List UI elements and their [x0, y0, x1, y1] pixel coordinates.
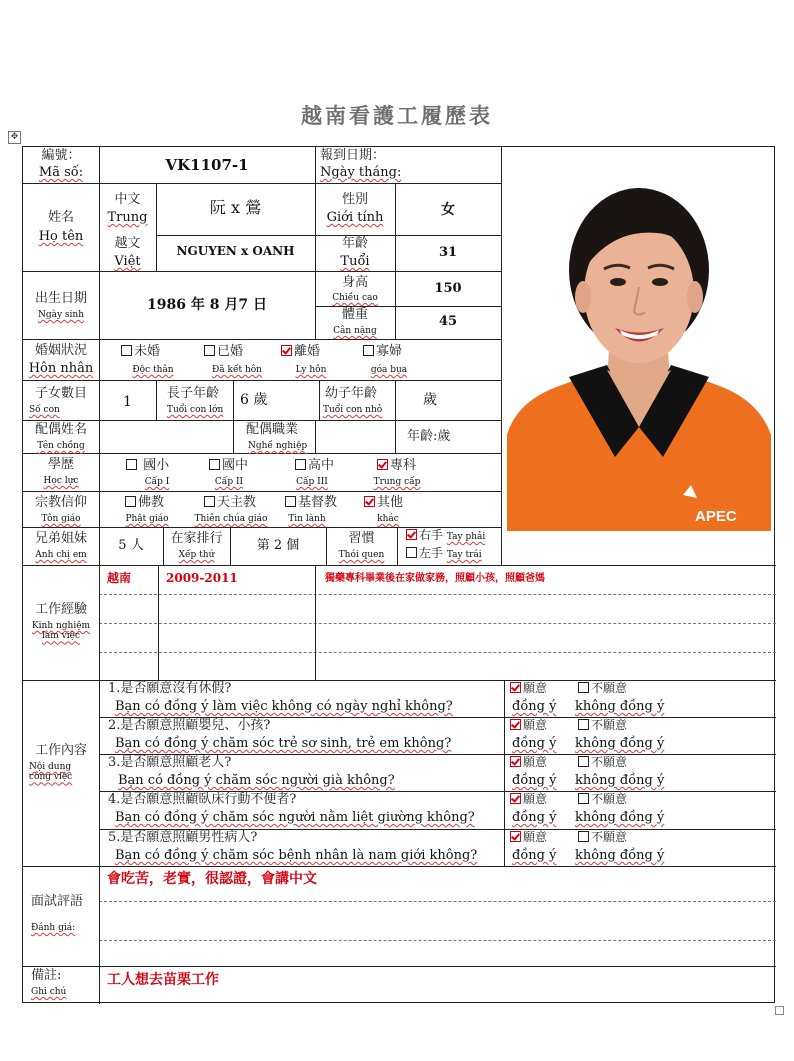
interview-comment: 會吃苦，老實，很認證，會講中文 [107, 871, 317, 887]
spouse-name-label: 配偶姓名 [34, 422, 87, 437]
question-3-no-vn: không đồng ý [575, 773, 665, 788]
name-zh-label: 中文 [114, 192, 141, 207]
weight-label-vn: Cân nặng [333, 326, 377, 336]
table-move-handle-icon[interactable]: ✥ [8, 131, 21, 144]
religion-option-buddhism[interactable]: 佛教 [125, 496, 164, 511]
name-vn-value: NGUYEN x OANH [176, 244, 295, 258]
marital-option-single-vn: Độc thân [132, 365, 174, 375]
name-zh-value: 阮 x 鶯 [209, 198, 262, 217]
checkbox-checked-icon[interactable] [510, 719, 521, 730]
question-2-yes-vn: đồng ý [512, 736, 557, 751]
height-value: 150 [434, 281, 462, 296]
question-5-no-vn: không đồng ý [575, 848, 665, 863]
question-1-yes-vn: đồng ý [512, 699, 557, 714]
checkbox-checked-icon[interactable] [510, 793, 521, 804]
photo-logo-text: APEC [695, 508, 737, 525]
religion-option-buddhism-vn: Phật giáo [125, 514, 169, 524]
spouse-job-label-vn: Nghề nghiệp [248, 441, 308, 451]
question-1-zh: 1.是否願意沒有休假? [108, 681, 232, 696]
code-value: VK1107-1 [165, 156, 249, 174]
children-label: 子女數目 [34, 386, 87, 401]
question-1-vn: Bạn có đồng ý làm việc không có ngày nghỉ không? [115, 699, 453, 714]
siblings-label-vn: Anh chị em [35, 550, 87, 560]
checkbox-icon[interactable] [578, 682, 589, 693]
height-label: 身高 [341, 275, 368, 290]
question-3-zh: 3.是否願意照顧老人? [108, 755, 232, 770]
question-2-no[interactable]: 不願意 [578, 719, 627, 733]
spouse-job-label: 配偶職業 [246, 422, 299, 437]
checkbox-icon[interactable] [363, 345, 374, 356]
checkbox-icon[interactable] [406, 547, 417, 558]
question-3-no[interactable]: 不願意 [578, 756, 627, 770]
checkbox-icon[interactable] [295, 459, 306, 470]
checkbox-icon[interactable] [204, 496, 215, 507]
habit-left-hand[interactable]: 左手 Tay trái [406, 547, 482, 561]
checkbox-icon[interactable] [209, 459, 220, 470]
birth-rank-value: 第 2 個 [256, 538, 300, 553]
question-2-yes[interactable]: 願意 [510, 719, 547, 733]
height-label-vn: Chiều cao [332, 293, 378, 303]
question-4-no-vn: không đồng ý [575, 810, 665, 825]
name-vn-label: 越文 [114, 236, 141, 251]
question-5-vn: Bạn có đồng ý chăm sóc bệnh nhân là nam giới không? [115, 848, 478, 863]
children-value: 1 [123, 394, 132, 410]
siblings-label: 兄弟姐妹 [34, 531, 87, 546]
checkbox-checked-icon[interactable] [377, 459, 388, 470]
habit-label-vn: Thói quen [338, 550, 385, 560]
age-value: 31 [438, 245, 458, 260]
question-5-yes-vn: đồng ý [512, 848, 557, 863]
religion-option-protestant-vn: Tin lành [288, 514, 326, 524]
children-label-vn: Số con [29, 405, 60, 415]
question-4-zh: 4.是否願意照顧臥床行動不便者? [108, 792, 297, 807]
marital-option-single[interactable]: 未婚 [121, 345, 160, 360]
gender-label: 性別 [341, 192, 368, 207]
age-label-vn: Tuổi [340, 254, 370, 269]
habit-label: 習慣 [348, 531, 375, 546]
education-label-vn: Học lực [43, 476, 79, 486]
interview-label-vn: Đánh giá: [31, 923, 76, 933]
question-1-no-vn: không đồng ý [575, 699, 665, 714]
youngest-age-label-vn: Tuổi con nhỏ [323, 405, 383, 415]
education-option-senior-vn: Cấp III [296, 477, 328, 487]
table-resize-handle-icon[interactable] [775, 1006, 784, 1015]
birth-rank-label: 在家排行 [170, 531, 223, 546]
education-option-college[interactable]: 專科 [377, 459, 416, 474]
question-1-no[interactable]: 不願意 [578, 682, 627, 696]
question-4-no[interactable]: 不願意 [578, 793, 627, 807]
education-label: 學歷 [47, 457, 74, 472]
remarks-label-vn: Ghi chú [31, 987, 67, 997]
question-2-vn: Bạn có đồng ý chăm sóc trẻ sơ sinh, trẻ em không? [115, 736, 452, 751]
eldest-age-label-vn: Tuổi con lớn [167, 405, 224, 415]
question-4-yes[interactable]: 願意 [510, 793, 547, 807]
question-3-yes[interactable]: 願意 [510, 756, 547, 770]
marital-option-married[interactable]: 已婚 [204, 345, 243, 360]
birth-rank-label-vn: Xếp thứ [178, 550, 215, 560]
question-5-zh: 5.是否願意照顧男性病人? [108, 830, 258, 845]
gender-label-vn: Giới tính [326, 210, 384, 225]
question-4-vn: Bạn có đồng ý chăm sóc người nằm liệt giường không? [115, 810, 475, 825]
religion-label: 宗教信仰 [34, 495, 87, 510]
marital-option-divorced-vn: Ly hôn [295, 365, 327, 375]
birth-label-vn: Ngày sinh [37, 310, 85, 320]
experience-country: 越南 [107, 571, 132, 585]
education-option-primary-vn: Cấp I [144, 477, 170, 487]
marital-option-married-vn: Đã kết hôn [212, 365, 262, 375]
work-content-label: 工作內容 [34, 743, 87, 758]
question-5-yes[interactable]: 願意 [510, 831, 547, 845]
siblings-value: 5 人 [118, 538, 144, 553]
checkbox-checked-icon[interactable] [364, 496, 375, 507]
name-vn-label-vn: Việt [114, 254, 141, 269]
code-label-vn: Mã số: [38, 165, 84, 180]
education-option-junior[interactable]: 國中 [209, 459, 248, 474]
checkbox-icon[interactable] [121, 345, 132, 356]
education-option-senior[interactable]: 高中 [295, 459, 334, 474]
checkbox-icon[interactable] [204, 345, 215, 356]
remarks-value: 工人想去苗栗工作 [107, 972, 219, 988]
checkbox-icon[interactable] [125, 496, 136, 507]
spouse-age-label: 年齡:歲 [407, 429, 451, 444]
report-date-label: 報到日期： [320, 148, 386, 163]
weight-value: 45 [438, 314, 458, 329]
name-label-vn: Họ tên [38, 229, 84, 244]
remarks-label: 備註: [31, 968, 62, 983]
report-date-label-vn: Ngày tháng: [320, 165, 402, 180]
checkbox-icon[interactable] [578, 756, 589, 767]
question-4-yes-vn: đồng ý [512, 810, 557, 825]
checkbox-checked-icon[interactable] [510, 756, 521, 767]
weight-label: 體重 [341, 307, 368, 322]
youngest-age-value: 歲 [423, 392, 437, 408]
education-option-college-vn: Trung cấp [373, 477, 421, 487]
checkbox-icon[interactable] [285, 496, 296, 507]
spouse-name-label-vn: Tên chồng [37, 441, 85, 451]
marital-label-vn: Hôn nhân [28, 361, 94, 376]
youngest-age-label: 幼子年齡 [325, 386, 378, 401]
document-title: 越南看護工履歷表 [301, 103, 493, 128]
eldest-age-value: 6 歲 [240, 392, 268, 408]
question-5-no[interactable]: 不願意 [578, 831, 627, 845]
gender-value: 女 [441, 202, 455, 218]
interview-label: 面試評語 [31, 894, 84, 909]
checkbox-icon[interactable] [578, 793, 589, 804]
marital-option-widowed-vn: góa bụa [370, 365, 408, 375]
religion-option-other-vn: khác [377, 514, 399, 524]
code-label: 編號： [41, 148, 81, 163]
religion-option-protestant[interactable]: 基督教 [285, 496, 337, 511]
work-content-label-vn: Nội dung công việc [29, 762, 73, 783]
religion-label-vn: Tôn giáo [41, 514, 81, 524]
eldest-age-label: 長子年齡 [167, 386, 220, 401]
question-2-no-vn: không đồng ý [575, 736, 665, 751]
name-label: 姓名 [47, 210, 74, 225]
work-experience-label: 工作經驗 [34, 602, 87, 617]
education-option-primary[interactable]: 國小 [126, 459, 169, 474]
name-zh-label-vn: Trung [107, 210, 148, 225]
birth-value: 1986 年 8 月7 日 [147, 297, 267, 313]
age-label: 年齡 [341, 236, 368, 251]
checkbox-checked-icon[interactable] [281, 345, 292, 356]
question-3-yes-vn: đồng ý [512, 773, 557, 788]
checkbox-icon[interactable] [578, 719, 589, 730]
question-2-zh: 2.是否願意照顧嬰兒、小孩? [108, 718, 271, 733]
experience-detail: 獨藥專科畢業後在家做家務，照顧小孩，照顧爸媽 [325, 573, 545, 584]
experience-years: 2009-2011 [166, 571, 238, 585]
checkbox-checked-icon[interactable] [510, 682, 521, 693]
applicant-photo [507, 165, 771, 531]
question-3-vn: Bạn có đồng ý chăm sóc người già không? [118, 773, 395, 788]
religion-option-catholic[interactable]: 天主教 [204, 496, 256, 511]
religion-option-other[interactable]: 其他 [364, 496, 403, 511]
checkbox-checked-icon[interactable] [510, 831, 521, 842]
religion-option-catholic-vn: Thiên chúa giáo [194, 514, 268, 524]
question-1-yes[interactable]: 願意 [510, 682, 547, 696]
marital-label: 婚姻狀況 [34, 343, 87, 358]
habit-right-hand[interactable]: 右手 Tay phải [406, 529, 485, 543]
birth-label: 出生日期 [34, 291, 87, 306]
checkbox-icon[interactable] [126, 459, 137, 470]
checkbox-checked-icon[interactable] [406, 529, 417, 540]
education-option-junior-vn: Cấp II [214, 477, 244, 487]
checkbox-icon[interactable] [578, 831, 589, 842]
marital-option-widowed[interactable]: 寡婦 [363, 345, 402, 360]
marital-option-divorced[interactable]: 離婚 [281, 345, 320, 360]
work-experience-label-vn: Kinh nghiệm làm việc [31, 621, 91, 642]
